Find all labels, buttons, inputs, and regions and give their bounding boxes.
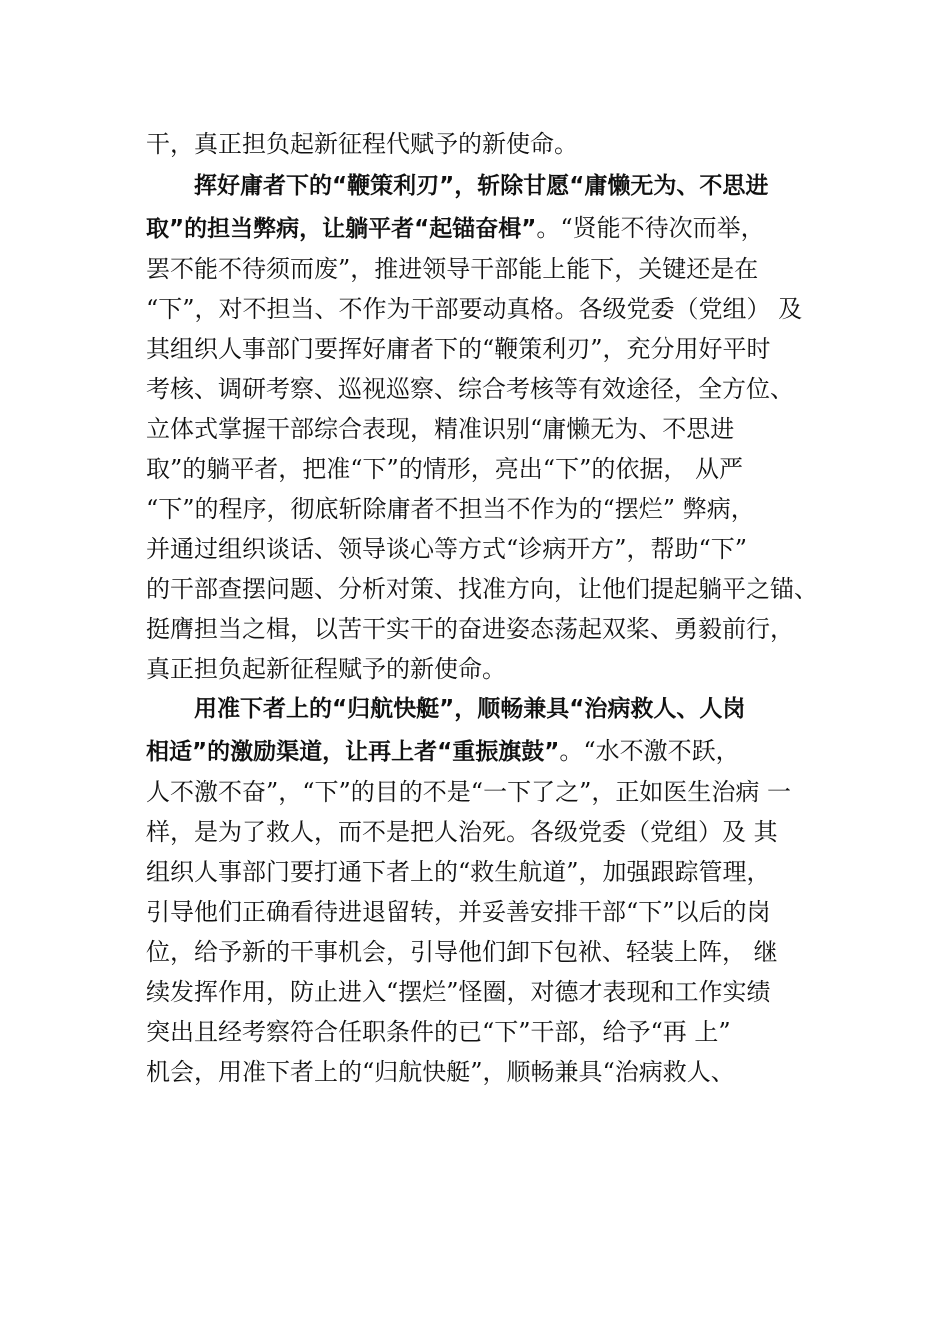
- text-span: 。“贤能不待次而举，: [536, 214, 765, 242]
- text-line: 立体式掌握干部综合表现，精准识别“庸懒无为、不思进: [146, 415, 735, 443]
- text-line: 真正担负起新征程赋予的新使命。: [146, 655, 506, 683]
- text-line: 组织人事部门要打通下者上的“救生航道”，加强跟踪管理，: [146, 858, 771, 886]
- text-line: 突出且经考察符合任职条件的已“下”干部，给予“再 上”: [146, 1018, 731, 1046]
- text-line: 取”的躺平者，把准“下”的情形，亮出“下”的依据， 从严: [146, 455, 743, 483]
- text-line: 罢不能不待须而废”，推进领导干部能上能下，关键还是在: [146, 255, 759, 283]
- text-line: 样，是为了救人，而不是把人治死。各级党委（党组）及 其: [146, 818, 778, 846]
- text-line: [146, 211, 765, 246]
- text-line: 引导他们正确看待进退留转，并妥善安排干部“下”以后的岗: [146, 898, 771, 926]
- text-line: 干，真正担负起新征程代赋予的新使命。: [146, 130, 578, 158]
- text-line: 其组织人事部门要挥好庸者下的“鞭策利刃”，充分用好平时: [146, 335, 771, 363]
- paragraph-heading-cont: 相适”的激励渠道，让再上者“重振旗鼓”: [146, 739, 560, 765]
- text-line: “下”的程序，彻底斩除庸者不担当不作为的“摆烂” 弊病，: [146, 495, 755, 523]
- text-line: 位，给予新的干事机会，引导他们卸下包袱、轻装上阵， 继: [146, 938, 778, 966]
- text-line: 的干部查摆问题、分析对策、找准方向，让他们提起躺平之锚、: [146, 575, 818, 603]
- text-line: 续发挥作用，防止进入“摆烂”怪圈，对德才表现和工作实绩: [146, 978, 771, 1006]
- text-line: [146, 734, 740, 769]
- paragraph-heading: 用准下者上的“归航快艇”，顺畅兼具“治病救人、人岗: [194, 696, 746, 722]
- text-line: 并通过组织谈话、领导谈心等方式“诊病开方”，帮助“下”: [146, 535, 748, 563]
- text-line: 机会，用准下者上的“归航快艇”，顺畅兼具“治病救人、: [146, 1058, 735, 1086]
- text-line: 挺膺担当之楫，以苦干实干的奋进姿态荡起双桨、勇毅前行，: [146, 615, 794, 643]
- text-line: 考核、调研考察、巡视巡察、综合考核等有效途径，全方位、: [146, 375, 794, 403]
- paragraph-heading-cont: 取”的担当弊病，让躺平者“起锚奋楫”: [146, 216, 537, 242]
- text-line: “下”，对不担当、不作为干部要动真格。各级党委（党组） 及: [146, 295, 803, 323]
- text-line: 人不激不奋”，“下”的目的不是“一下了之”，正如医生治病 一: [146, 778, 791, 806]
- paragraph-heading: 挥好庸者下的“鞭策利刃”，斩除甘愿“庸懒无为、不思进: [194, 173, 769, 199]
- text-span: 。“水不激不跃，: [559, 737, 740, 765]
